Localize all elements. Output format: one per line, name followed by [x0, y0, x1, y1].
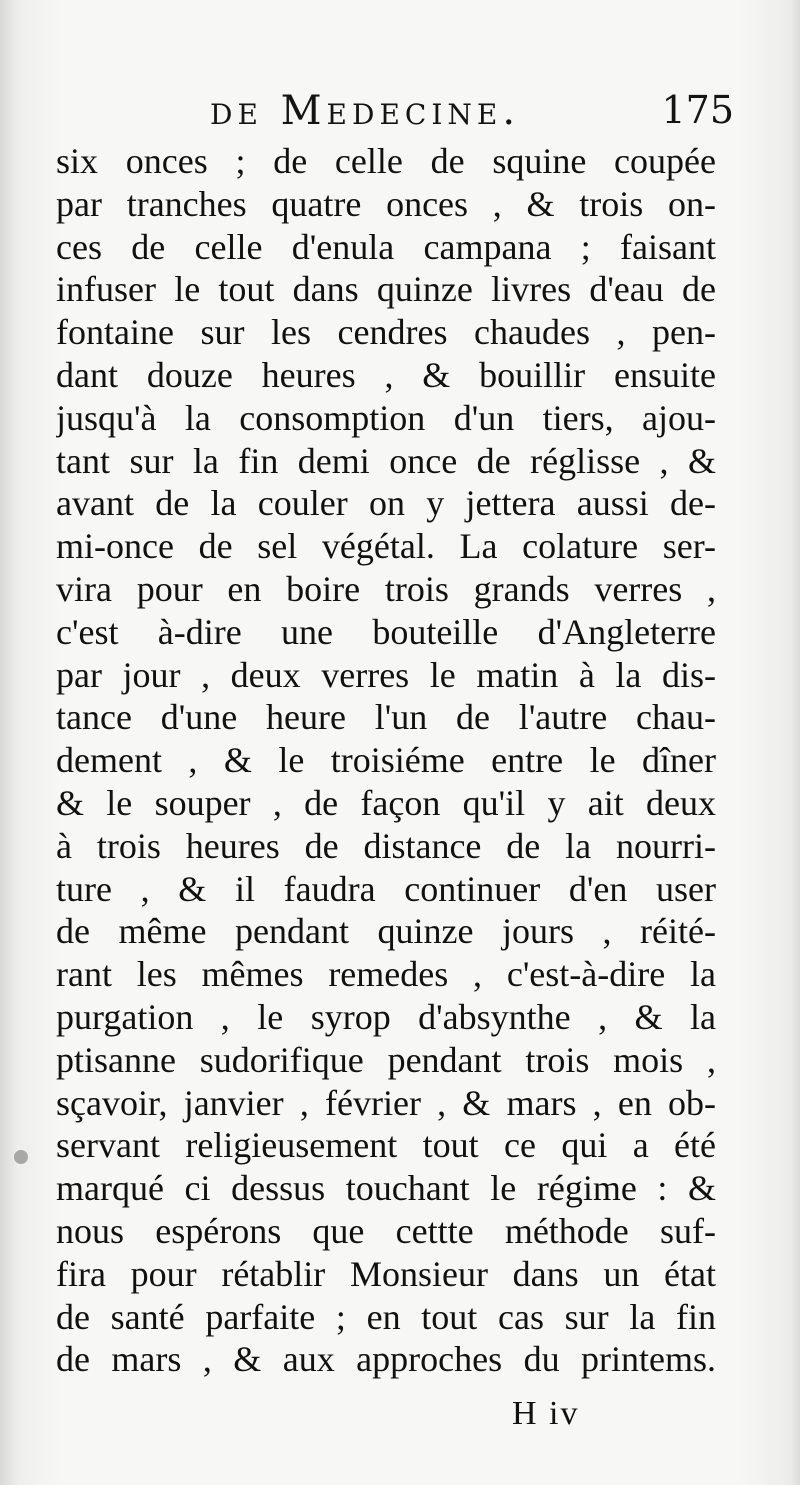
text-line: par jour , deux verres le matin à la dis- [56, 654, 716, 695]
page-number: 175 [661, 88, 734, 132]
text-line: mi-once de sel végétal. La colature ser- [56, 526, 716, 567]
text-line: sçavoir, janvier , février , & mars , en ob- [56, 1082, 716, 1123]
text-line: purgation , le syrop d'absynthe , & la [56, 996, 716, 1037]
text-line: nous espérons que cettte méthode suf- [56, 1210, 716, 1251]
text-line: dement , & le troisiéme entre le dîner [56, 740, 716, 781]
text-line: jusqu'à la consomption d'un tiers, ajou- [56, 397, 716, 438]
ink-spot [14, 1150, 28, 1164]
signature-mark: H iv [512, 1395, 580, 1432]
body-text [56, 140, 716, 1381]
text-line: tance d'une heure l'un de l'autre chau- [56, 697, 716, 738]
text-line: marqué ci dessus touchant le régime : & [56, 1168, 716, 1209]
text-line: servant religieusement tout ce qui a été [56, 1125, 716, 1166]
text-line: infuser le tout dans quinze livres d'eau de [56, 269, 716, 310]
text-line: fontaine sur les cendres chaudes , pen- [56, 312, 716, 353]
text-line: six onces ; de celle de squine coupée [56, 141, 716, 181]
text-line: vira pour en boire trois grands verres , [56, 568, 716, 609]
running-title: de Medecine. [210, 88, 521, 134]
text-line: ptisanne sudorifique pendant trois mois , [56, 1039, 716, 1080]
text-line: de même pendant quinze jours , réité- [56, 911, 716, 952]
text-line: tant sur la fin demi once de réglisse , & [56, 440, 716, 481]
text-line: c'est à-dire une bouteille d'Angleterre [56, 611, 716, 652]
text-line: ture , & il faudra continuer d'en user [56, 868, 716, 909]
text-line: ces de celle d'enula campana ; faisant [56, 226, 716, 267]
text-line: avant de la couler on y jettera aussi de- [56, 483, 716, 524]
text-line: par tranches quatre onces , & trois on- [56, 183, 716, 224]
text-line: rant les mêmes remedes , c'est-à-dire la [56, 954, 716, 995]
text-line: & le souper , de façon qu'il y ait deux [56, 782, 716, 823]
text-line: de mars , & aux approches du printems. [56, 1339, 716, 1380]
running-head [60, 88, 734, 138]
text-line: fira pour rétablir Monsieur dans un état [56, 1253, 716, 1294]
text-line: de santé parfaite ; en tout cas sur la fin [56, 1296, 716, 1337]
text-line: à trois heures de distance de la nourri- [56, 825, 716, 866]
text-line: dant douze heures , & bouillir ensuite [56, 354, 716, 395]
